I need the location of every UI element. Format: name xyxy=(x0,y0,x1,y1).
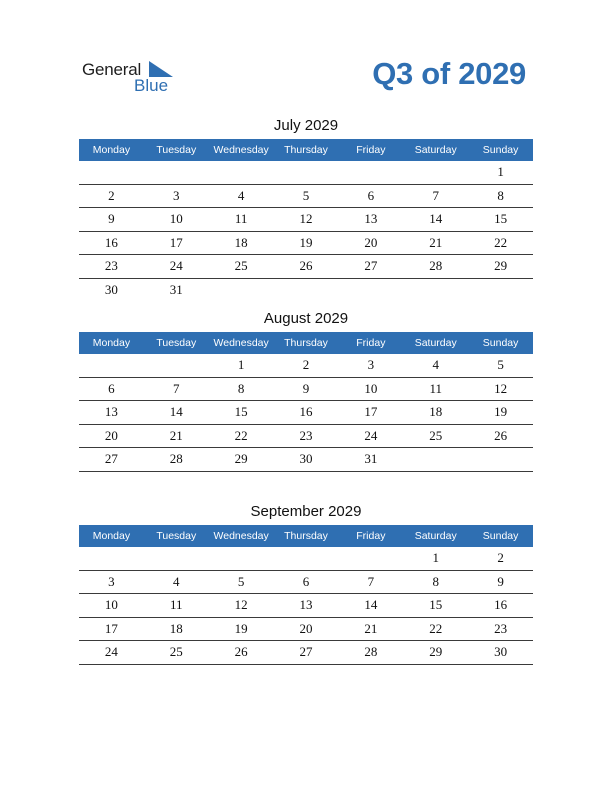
day-cell: 9 xyxy=(497,573,504,589)
day-cell: 17 xyxy=(169,234,183,250)
day-cell: 3 xyxy=(108,573,115,589)
week-row xyxy=(79,401,533,425)
day-cell: 6 xyxy=(367,187,375,203)
weekday-header-row xyxy=(79,525,533,547)
week-row xyxy=(79,255,533,279)
week-row xyxy=(79,232,533,256)
day-cell: 7 xyxy=(173,380,180,396)
weekday-header: Saturday xyxy=(414,144,457,156)
day-cell: 10 xyxy=(104,597,118,612)
day-cell: 18 xyxy=(234,234,248,250)
day-cell: 26 xyxy=(234,644,248,659)
day-cell: 29 xyxy=(494,258,508,273)
day-cell: 19 xyxy=(494,404,508,419)
day-cell: 7 xyxy=(432,187,439,203)
day-cell: 5 xyxy=(497,357,504,372)
day-cell: 9 xyxy=(302,380,310,396)
day-cell: 29 xyxy=(429,644,443,659)
day-cell xyxy=(468,448,533,471)
day-cell: 18 xyxy=(429,404,443,419)
day-cell: 20 xyxy=(364,234,378,250)
month-calendar xyxy=(79,115,533,301)
logo-triangle-icon xyxy=(149,61,173,77)
day-cell xyxy=(209,161,274,184)
day-cell: 22 xyxy=(234,427,248,443)
day-cell: 16 xyxy=(494,597,508,612)
day-cell: 14 xyxy=(364,597,378,612)
brand-logo xyxy=(82,58,182,98)
weekday-header: Thursday xyxy=(284,530,328,542)
week-row xyxy=(79,354,533,378)
weekday-header: Monday xyxy=(92,337,131,349)
day-cell: 19 xyxy=(299,234,313,250)
day-cell: 28 xyxy=(364,644,378,659)
weekday-header: Sunday xyxy=(482,144,519,156)
day-cell: 2 xyxy=(302,357,310,372)
day-cell: 23 xyxy=(299,427,313,443)
day-cell: 13 xyxy=(364,211,378,226)
day-cell: 10 xyxy=(364,380,378,396)
day-cell: 20 xyxy=(104,427,118,443)
day-cell: 25 xyxy=(234,258,248,273)
day-cell xyxy=(209,547,274,570)
day-cell: 12 xyxy=(299,211,313,226)
day-cell xyxy=(403,448,468,471)
day-cell xyxy=(274,547,339,570)
day-cell: 21 xyxy=(169,427,183,443)
week-row xyxy=(79,279,533,302)
day-cell: 28 xyxy=(429,258,443,273)
day-cell: 9 xyxy=(108,211,115,226)
day-cell: 21 xyxy=(429,234,443,250)
day-cell: 16 xyxy=(299,404,313,419)
day-cell xyxy=(468,279,533,302)
day-cell xyxy=(274,161,339,184)
day-cell: 3 xyxy=(173,187,180,203)
weekday-header: Saturday xyxy=(414,530,457,542)
day-cell xyxy=(79,161,144,184)
weekday-header: Wednesday xyxy=(213,144,269,156)
month-calendar xyxy=(79,501,533,665)
day-cell: 5 xyxy=(302,187,310,203)
day-cell: 1 xyxy=(432,550,439,565)
day-cell xyxy=(338,547,403,570)
day-cell: 18 xyxy=(169,620,183,636)
day-cell: 30 xyxy=(104,281,118,297)
day-cell xyxy=(403,279,468,302)
day-cell: 20 xyxy=(299,620,313,636)
day-cell: 31 xyxy=(169,281,183,297)
day-cell xyxy=(209,279,274,302)
day-cell xyxy=(144,354,209,377)
day-cell: 11 xyxy=(170,597,183,612)
day-cell: 24 xyxy=(104,644,118,659)
month-title: July 2029 xyxy=(273,117,339,134)
day-cell: 31 xyxy=(364,451,378,466)
weekday-header: Tuesday xyxy=(156,530,197,542)
weekday-header: Wednesday xyxy=(213,530,269,542)
day-cell: 13 xyxy=(299,597,313,612)
day-cell: 25 xyxy=(429,427,443,443)
weekday-header: Saturday xyxy=(414,337,457,349)
page-title: Q3 of 2029 xyxy=(372,56,526,91)
day-cell: 23 xyxy=(494,620,508,636)
week-row xyxy=(79,641,533,665)
day-cell: 30 xyxy=(494,644,508,659)
week-row xyxy=(79,618,533,642)
week-row xyxy=(79,547,533,571)
day-cell: 27 xyxy=(364,258,378,273)
day-cell: 8 xyxy=(237,380,245,396)
logo-text-blue: Blue xyxy=(134,76,169,95)
day-cell xyxy=(338,161,403,184)
day-cell xyxy=(338,279,403,302)
day-cell: 12 xyxy=(234,597,248,612)
week-row xyxy=(79,448,533,472)
weekday-header: Sunday xyxy=(482,530,519,542)
day-cell: 28 xyxy=(169,451,183,466)
day-cell: 8 xyxy=(497,187,504,203)
weekday-header: Sunday xyxy=(482,337,519,349)
week-row xyxy=(79,571,533,595)
day-cell: 10 xyxy=(169,211,183,226)
day-cell: 26 xyxy=(494,427,508,443)
day-cell xyxy=(144,161,209,184)
day-cell: 30 xyxy=(299,451,313,466)
day-cell: 4 xyxy=(432,357,439,372)
weekday-header: Monday xyxy=(92,530,131,542)
weekday-header-row xyxy=(79,332,533,354)
weekday-header-row xyxy=(79,139,533,161)
day-cell: 17 xyxy=(104,620,118,636)
week-row xyxy=(79,594,533,618)
day-cell: 12 xyxy=(494,380,508,396)
weekday-header: Friday xyxy=(356,337,386,349)
month-calendar xyxy=(79,308,533,472)
day-cell: 25 xyxy=(169,644,183,659)
week-row xyxy=(79,425,533,449)
day-cell: 27 xyxy=(104,451,118,466)
day-cell: 17 xyxy=(364,404,378,419)
day-cell: 11 xyxy=(234,211,248,226)
day-cell: 6 xyxy=(108,380,115,396)
day-cell: 22 xyxy=(429,620,443,636)
day-cell: 16 xyxy=(104,234,118,250)
day-cell: 14 xyxy=(169,404,183,419)
weekday-header: Thursday xyxy=(284,337,328,349)
week-row xyxy=(79,161,533,185)
logo-text-general: General xyxy=(82,60,142,79)
weekday-header: Monday xyxy=(92,144,131,156)
day-cell: 4 xyxy=(237,187,245,203)
day-cell xyxy=(274,279,339,302)
weekday-header: Thursday xyxy=(284,144,328,156)
day-cell: 22 xyxy=(494,234,508,250)
day-cell xyxy=(79,547,144,570)
day-cell: 15 xyxy=(494,211,508,226)
week-row xyxy=(79,185,533,209)
weekday-header: Friday xyxy=(356,144,386,156)
day-cell: 26 xyxy=(299,258,313,273)
day-cell: 6 xyxy=(302,573,310,589)
day-cell: 3 xyxy=(367,357,375,372)
day-cell: 1 xyxy=(497,164,504,179)
weekday-header: Tuesday xyxy=(156,337,197,349)
day-cell: 8 xyxy=(432,573,439,589)
day-cell: 14 xyxy=(429,211,443,226)
day-cell: 1 xyxy=(237,357,245,372)
week-row xyxy=(79,208,533,232)
day-cell: 23 xyxy=(104,258,118,273)
weekday-header: Friday xyxy=(356,530,386,542)
day-cell: 13 xyxy=(104,404,118,419)
day-cell: 7 xyxy=(367,573,375,589)
day-cell xyxy=(144,547,209,570)
day-cell: 24 xyxy=(364,427,378,443)
day-cell: 2 xyxy=(108,187,115,203)
month-title: September 2029 xyxy=(250,503,362,520)
day-cell: 27 xyxy=(299,644,313,659)
day-cell: 29 xyxy=(234,451,248,466)
day-cell: 4 xyxy=(173,573,180,589)
day-cell: 11 xyxy=(429,380,442,396)
month-title: August 2029 xyxy=(263,310,349,327)
weekday-header: Tuesday xyxy=(156,144,197,156)
day-cell: 2 xyxy=(497,550,504,565)
day-cell xyxy=(79,354,144,377)
week-row xyxy=(79,378,533,402)
day-cell: 24 xyxy=(169,258,183,273)
day-cell: 21 xyxy=(364,620,378,636)
day-cell: 19 xyxy=(234,620,248,636)
day-cell: 5 xyxy=(237,573,245,589)
day-cell xyxy=(403,161,468,184)
weekday-header: Wednesday xyxy=(213,337,269,349)
day-cell: 15 xyxy=(234,404,248,419)
day-cell: 15 xyxy=(429,597,443,612)
